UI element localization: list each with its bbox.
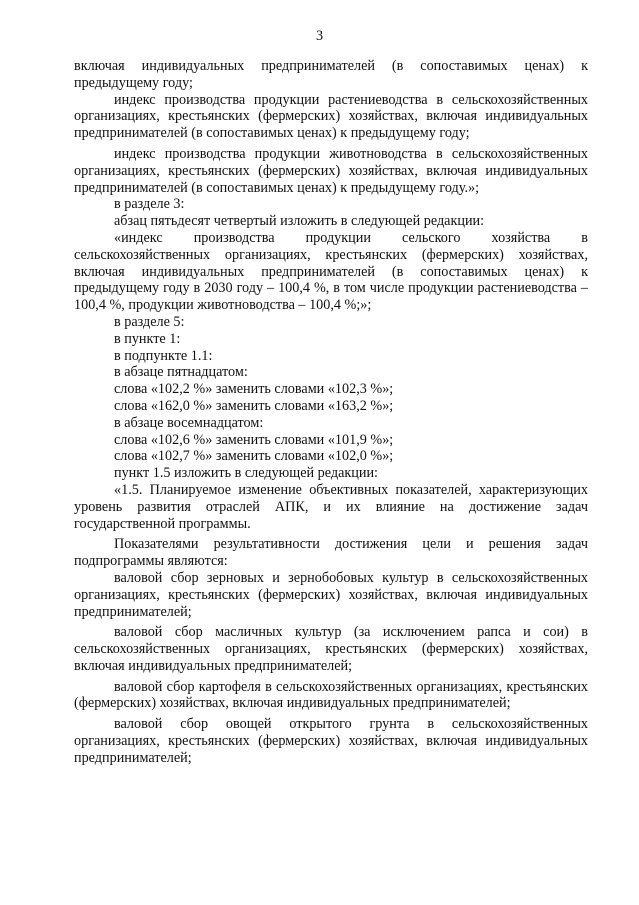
document-body <box>74 58 588 767</box>
paragraph-indicators-intro: Показателями результативности достижения цели и решения задач подпрограммы являются: <box>74 536 588 570</box>
paragraph-vegetable-harvest: валовой сбор овощей открытого грунта в сельскохозяйственных организациях, крестьянских (фермерских) хозяйствах, включая индивидуальных предпринимателей; <box>74 716 588 766</box>
paragraph-section-5: в разделе 5: <box>114 313 185 330</box>
paragraph-replace-102-7: слова «102,7 %» заменить словами «102,0 %»; <box>114 448 394 465</box>
paragraph-agriculture-index: «индекс производства продукции сельского хозяйства в сельскохозяйственных организациях, крестьянских (фермерских) хозяйствах, включая индивидуальных предпринимателей (в сопоставимых ценах) к предыдущему году в 2030 году – 100,4 %, в том числе продукции растениеводства – 100,4 %, продукции животноводства – 100,4 %;»; <box>74 229 588 314</box>
paragraph-continuation: включая индивидуальных предпринимателей (в сопоставимых ценах) к предыдущему году; <box>74 58 588 91</box>
paragraph-item-1-5-intro: пункт 1.5 изложить в следующей редакции: <box>114 465 378 482</box>
paragraph-crop-production-index: индекс производства продукции растениеводства в сельскохозяйственных организациях, крестьянских (фермерских) хозяйствах, включая индивидуальных предпринимателей (в сопоставимых ценах) к предыдущему году; <box>74 91 588 142</box>
paragraph-15th-clause: в абзаце пятнадцатом: <box>114 364 248 381</box>
paragraph-grain-harvest: валовой сбор зерновых и зернобобовых культур в сельскохозяйственных организациях, крестьянских (фермерских) хозяйствах, включая индивидуальных предпринимателей; <box>74 569 588 620</box>
paragraph-section-3: в разделе 3: <box>114 196 185 213</box>
paragraph-replace-102-6: слова «102,6 %» заменить словами «101,9 %»; <box>114 431 394 448</box>
paragraph-subitem-1-1: в подпункте 1.1: <box>114 347 213 364</box>
paragraph-oilseed-harvest: валовой сбор масличных культур (за исключением рапса и сои) в сельскохозяйственных организациях, крестьянских (фермерских) хозяйствах, включая индивидуальных предпринимателей; <box>74 624 588 674</box>
paragraph-18th-clause: в абзаце восемнадцатом: <box>114 414 264 431</box>
paragraph-potato-harvest: валовой сбор картофеля в сельскохозяйственных организациях, крестьянских (фермерских) хозяйствах, включая индивидуальных предпринимателей; <box>74 678 588 712</box>
paragraph-replace-102-2: слова «102,2 %» заменить словами «102,3 %»; <box>114 381 394 398</box>
paragraph-item-1-5: «1.5. Планируемое изменение объективных показателей, характеризующих уровень развития отраслей АПК, и их влияние на достижение задач государственной программы. <box>74 481 588 532</box>
paragraph-livestock-production-index: индекс производства продукции животноводства в сельскохозяйственных организациях, крестьянских (фермерских) хозяйствах, включая индивидуальных предпринимателей (в сопоставимых ценах) к предыдущему году.»; <box>74 145 588 196</box>
paragraph-item-1: в пункте 1: <box>114 330 181 347</box>
paragraph-replace-162-0: слова «162,0 %» заменить словами «163,2 %»; <box>114 397 394 414</box>
page-number: 3 <box>315 28 324 44</box>
paragraph-54th-clause: абзац пятьдесят четвертый изложить в следующей редакции: <box>114 213 485 230</box>
